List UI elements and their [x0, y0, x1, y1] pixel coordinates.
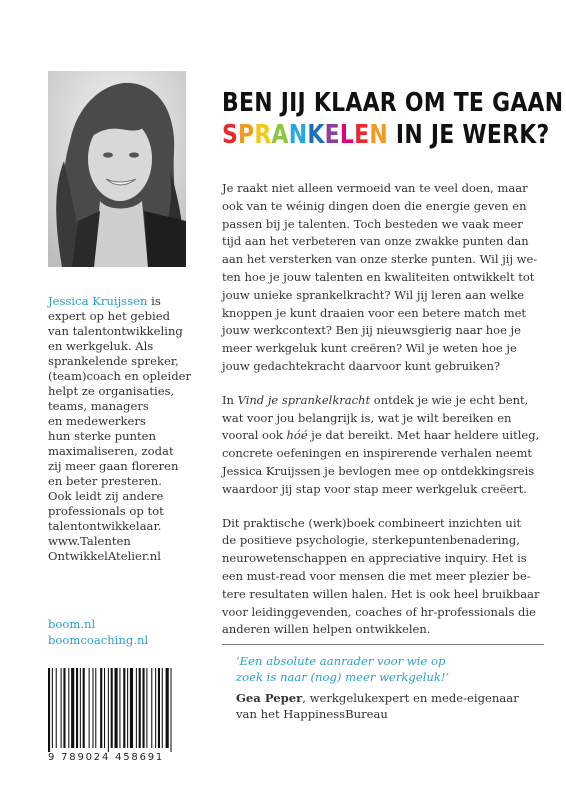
text-line: passen bij je talenten. Toch besteden we vaak meer [222, 216, 523, 231]
barcode-bar [162, 668, 163, 748]
text-line: Jessica Kruijssen je bevlogen mee op ontdekkingsreis [222, 463, 535, 478]
text-line: anderen willen helpen ontwikkelen. [222, 622, 431, 637]
attribution-name: Gea Peper [236, 691, 303, 705]
barcode-bar [151, 668, 152, 748]
bio-line: en werkgeluk. Als [48, 339, 154, 353]
text-line: ten hoe je jouw talenten en kwaliteiten ontwikkelt tot [222, 269, 535, 284]
barcode-bar [63, 668, 65, 748]
bio-line: en medewerkers [48, 414, 146, 428]
bio-line: www.Talenten [48, 534, 131, 548]
barcode-number: 9 789024 458691 [48, 752, 165, 763]
text-line: concrete oefeningen en inspirerende verhalen neemt [222, 446, 532, 461]
bio-line: Ook leidt zij andere [48, 489, 164, 503]
blurb-paragraph-1 [222, 180, 538, 376]
sparkle-letter: K [307, 120, 325, 150]
barcode-bar [115, 668, 118, 748]
attribution-line: Gea Peper, werkgelukexpert en mede-eigenaar [236, 691, 519, 705]
barcode-bar [95, 668, 96, 748]
barcode-bar [136, 668, 137, 748]
barcode-bar [146, 668, 147, 748]
sparkle-letter: S [222, 120, 239, 150]
bio-line: OntwikkelAtelier.nl [48, 549, 161, 563]
author-name: Jessica Kruijssen [48, 294, 148, 308]
text-line: tere resultaten willen halen. Het is ook heel bruikbaar [222, 586, 540, 601]
publisher-links [48, 616, 148, 648]
text-line: waardoor jij stap voor stap meer werkgeluk creëert. [222, 481, 527, 496]
author-photo [48, 71, 186, 267]
barcode-bar [155, 668, 156, 748]
text-line: een must-read voor mensen die met meer plezier be- [222, 568, 531, 583]
text-line: aan het versterken van onze sterke punten. Wil jij we- [222, 252, 538, 267]
sparkle-letter: N [369, 120, 389, 150]
barcode-bar [171, 668, 172, 752]
quote-attribution [236, 690, 536, 722]
bio-line: sprankelende spreker, [48, 354, 179, 368]
text-line: In Vind je sprankelkracht ontdek je wie je echt bent, [222, 392, 529, 407]
headline-line-2: SPRANKELEN IN JE WERK? [222, 120, 550, 150]
barcode-bar [123, 668, 125, 748]
bio-line: van talentontwikkeling [48, 324, 183, 338]
barcode-bar [130, 668, 133, 748]
barcode-bar [68, 668, 69, 748]
author-bio [48, 294, 198, 564]
barcode-bar [76, 668, 78, 748]
text-line: de positieve psychologie, sterkepuntenbenadering, [222, 533, 520, 548]
barcode-bar [71, 668, 74, 748]
barcode-bar [83, 668, 85, 748]
bio-line: professionals op tot [48, 504, 164, 518]
barcode-bar [139, 668, 141, 748]
sparkle-letter: R [254, 120, 272, 150]
emphasis: hóé [286, 428, 308, 443]
sparkle-letter: E [354, 120, 370, 150]
attribution-line: van het HappinessBureau [236, 707, 388, 721]
text-line: jouw werkcontext? Ben jij nieuwsgierig naar hoe je [222, 323, 521, 338]
sparkle-letter: A [271, 120, 289, 150]
link-boom[interactable]: boom.nl [48, 617, 96, 631]
barcode-bar [89, 668, 90, 748]
barcode-bar [166, 668, 169, 748]
barcode-bar [48, 668, 50, 752]
text-line: neurowetenschappen en appreciative inquiry. Het is [222, 551, 527, 566]
sparkle-letter: P [238, 120, 255, 150]
text-line: vooral ook hóé je dat bereikt. Met haar heldere uitleg, [222, 428, 540, 443]
barcode-bar [56, 668, 57, 748]
text-line: Dit praktische (werk)boek combineert inzichten uit [222, 515, 522, 530]
barcode-bar [108, 668, 109, 752]
sparkle-letter: L [339, 120, 355, 150]
sparkle-word [222, 120, 388, 150]
quote-line: ‘Een absolute aanrader voor wie op [236, 654, 446, 668]
bio-line: maximaliseren, zodat [48, 444, 174, 458]
barcode-bar [52, 668, 53, 748]
barcode-bar [158, 668, 160, 748]
text-line: knoppen je kunt draaien voor een betere match met [222, 305, 527, 320]
bio-line: expert op het gebied [48, 309, 171, 323]
testimonial-quote [236, 653, 536, 685]
text-line: ook van te wéinig dingen doen die energie geven en [222, 198, 527, 213]
blurb-paragraph-3 [222, 515, 540, 640]
sparkle-letter: E [324, 120, 340, 150]
link-boomcoaching[interactable]: boomcoaching.nl [48, 633, 149, 647]
barcode [40, 668, 200, 752]
bio-line: teams, managers [48, 399, 149, 413]
blurb-paragraph-2 [222, 392, 540, 499]
barcode-bar [119, 668, 120, 748]
bio-line: (team)coach en opleider [48, 369, 192, 383]
barcode-bar [111, 668, 113, 748]
barcode-bar [104, 668, 105, 748]
bio-line: en beter presteren. [48, 474, 162, 488]
text-line: Je raakt niet alleen vermoeid van te veel doen, maar [222, 181, 528, 195]
sparkle-letter: N [288, 120, 308, 150]
barcode-bar [80, 668, 81, 748]
text-line: voor leidinggevenden, coaches of hr-professionals die [222, 604, 536, 619]
barcode-bar [127, 668, 128, 748]
barcode-bar [61, 668, 62, 748]
quote-divider [222, 644, 544, 645]
text-line: wat voor jou belangrijk is, wat je wilt bereiken en [222, 410, 512, 425]
bio-line: talentontwikkelaar. [48, 519, 162, 533]
text-line: tijd aan het verbeteren van onze zwakke punten dan [222, 234, 529, 249]
book-title: Vind je sprankelkracht [237, 392, 371, 407]
bio-line: hun sterke punten [48, 429, 157, 443]
bio-first-line: Jessica Kruijssen is [48, 294, 161, 308]
barcode-bar [143, 668, 145, 748]
bio-line: helpt ze organisaties, [48, 384, 175, 398]
headline-line-1: BEN JIJ KLAAR OM TE GAAN [222, 88, 564, 118]
blurb [222, 180, 540, 655]
bio-line: zij meer gaan floreren [48, 459, 179, 473]
text-line: meer werkgeluk kunt creëren? Wil je weten hoe je [222, 341, 517, 356]
text-line: jouw unieke sprankelkracht? Wil jij leren aan welke [222, 287, 525, 302]
text-line: jouw gedachtekracht daarvoor kunt gebruiken? [222, 358, 501, 373]
barcode-bar [100, 668, 102, 748]
barcode-bar [92, 668, 93, 748]
headline [222, 87, 564, 151]
quote-line: zoek is naar (nog) meer werkgeluk!’ [236, 670, 450, 684]
